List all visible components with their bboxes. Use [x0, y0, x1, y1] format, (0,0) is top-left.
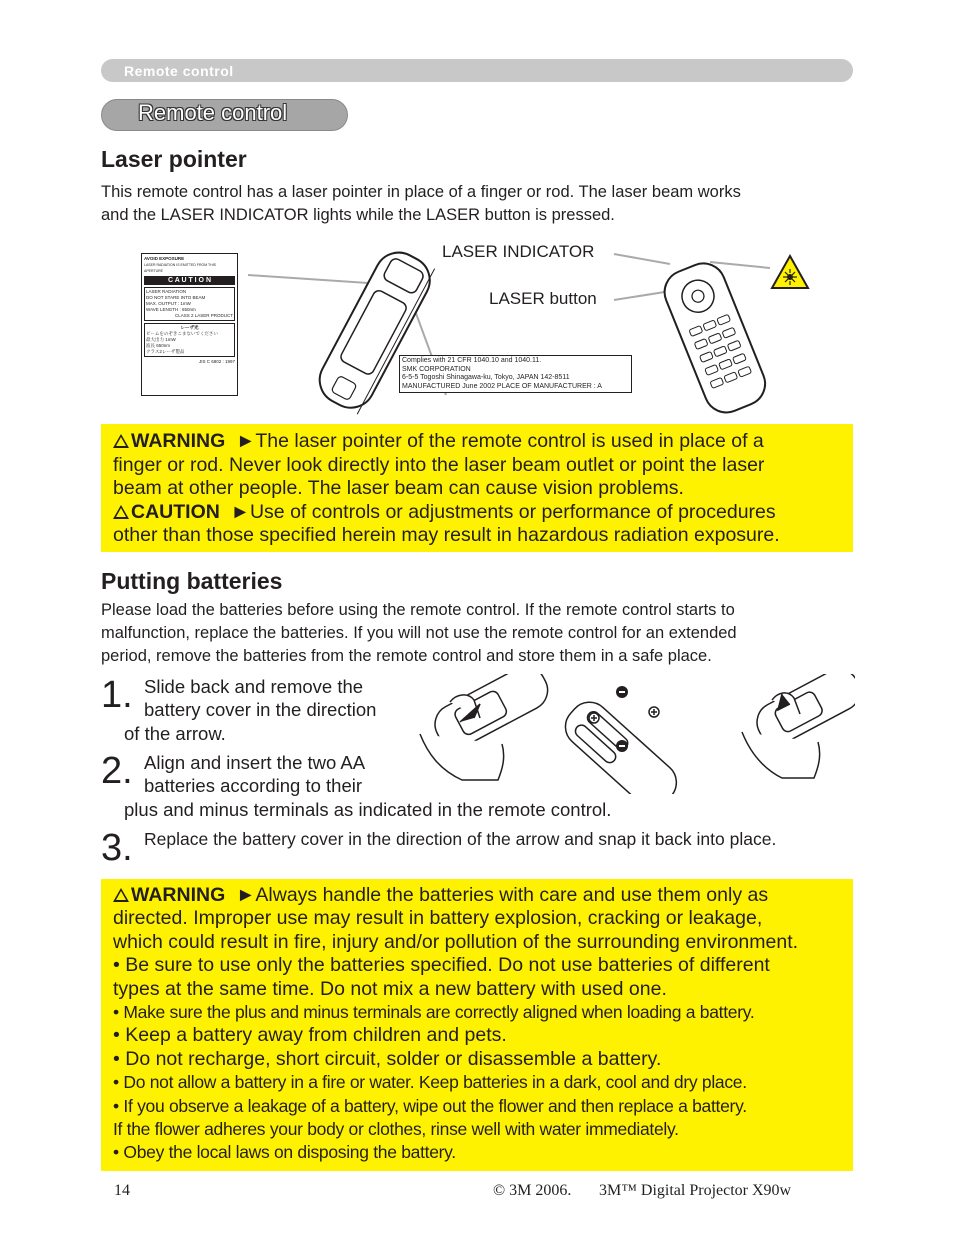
- caution-triangle-icon: [113, 505, 129, 519]
- caution-label-title: C A U T I O N: [144, 276, 235, 285]
- step-1-l1: Slide back and remove the: [144, 676, 364, 697]
- step1-hand-illustration: [420, 674, 555, 780]
- callout-line-label: [248, 275, 368, 283]
- compliance-l4: MANUFACTURED June 2002 PLACE OF MANUFACTURER : A: [402, 382, 602, 390]
- battery-warning-l1: directed. Improper use may result in battery explosion, cracking or leakage,: [113, 907, 763, 930]
- section-title: Remote control: [138, 100, 288, 125]
- caution-label-jp4: クラス2レーザ製品: [146, 349, 185, 354]
- caution-label-top: AVOID EXPOSURE: [144, 256, 185, 261]
- battery-warning-l9: • If you observe a leakage of a battery, wipe out the flower and then replace a battery.: [113, 1095, 747, 1116]
- step-1-l2: battery cover in the direction: [144, 699, 377, 720]
- caution-label-l5: CLASS 2 LASER PRODUCT: [174, 313, 233, 318]
- caution-label-jp: [144, 323, 235, 357]
- step-1-l3: of the arrow.: [124, 723, 226, 744]
- laser-intro-line2: and the LASER INDICATOR lights while the LASER button is pressed.: [101, 206, 615, 224]
- header-label: Remote control: [124, 63, 234, 79]
- compliance-l2: SMK CORPORATION: [402, 365, 471, 373]
- battery-warning-l4: types at the same time. Do not mix a new battery with used one.: [113, 977, 667, 1000]
- laser-beam-line: [710, 262, 770, 268]
- battery-warning-l0: ►Always handle the batteries with care and use them only as: [236, 884, 769, 906]
- laser-indicator-callout: LASER INDICATOR: [442, 242, 595, 261]
- battery-warning-l10: If the flower adheres your body or clothes, rinse well with water immediately.: [113, 1119, 679, 1140]
- laser-heading: Laser pointer: [101, 146, 247, 172]
- footer-copyright: © 3M 2006.: [493, 1182, 572, 1199]
- laser-warning-label: WARNING: [131, 430, 226, 452]
- laser-caution-label: [141, 253, 238, 396]
- step-3-number: 3.: [101, 827, 133, 869]
- remote-front-body: [658, 257, 772, 419]
- battery-warning-l5: • Make sure the plus and minus terminals are correctly aligned when loading a battery.: [113, 1002, 755, 1023]
- battery-warning-label: WARNING: [131, 884, 226, 906]
- remote-front-illustration: [610, 240, 810, 420]
- laser-warning-l2: finger or rod. Never look directly into the laser beam outlet or point the laser: [113, 453, 765, 476]
- step-2-l1: Align and insert the two AA: [144, 752, 366, 773]
- battery-warning-l2: which could result in fire, injury and/or pollution of the surrounding environment.: [113, 930, 799, 953]
- battery-warning-triangle-icon: [113, 888, 129, 902]
- caution-label-l4: WAVE LENGTH : 650nm: [146, 307, 196, 312]
- battery-warning-l6: • Keep a battery away from children and pets.: [113, 1024, 507, 1047]
- laser-caution-l2: other than those specified herein may result in hazardous radiation exposure.: [113, 524, 780, 546]
- laser-caution-l1: ►Use of controls or adjustments or performance of procedures: [230, 500, 776, 523]
- caution-label-std: JIS C 6802 : 1997: [198, 359, 235, 364]
- batteries-intro-l1: Please load the batteries before using the remote control. If the remote control starts to: [101, 601, 735, 619]
- laser-warning-l3: beam at other people. The laser beam can cause vision problems.: [113, 477, 684, 499]
- warning-triangle-icon: [113, 434, 129, 448]
- laser-warning-l1: ►The laser pointer of the remote control is used in place of a: [236, 430, 764, 452]
- caution-label-en: [144, 287, 235, 321]
- compliance-l1: Complies with 21 CFR 1040.10 and 1040.11.: [402, 357, 542, 364]
- batteries-heading: Putting batteries: [101, 568, 283, 594]
- battery-warning-l11: • Obey the local laws on disposing the battery.: [113, 1142, 456, 1163]
- batteries-intro-l2: malfunction, replace the batteries. If you will not use the remote control for an extended: [101, 624, 737, 642]
- caution-label-l3: MAX. OUTPUT : 1mW: [146, 301, 191, 306]
- caution-label-jp1: ビームをのぞきこまないでください: [146, 331, 218, 336]
- step-3-l1: Replace the battery cover in the direction of the arrow and snap it back into place.: [144, 829, 777, 849]
- caution-label-jp-title: レーザ光: [180, 325, 199, 330]
- caution-label-jp3: 波長 650nm: [146, 343, 171, 348]
- caution-label-l2: DO NOT STARE INTO BEAM: [146, 295, 206, 300]
- step3-hand-illustration: [742, 674, 855, 778]
- battery-steps-illustration: [410, 674, 855, 794]
- laser-warning-text: [113, 430, 848, 548]
- compliance-l3: 6-5-5 Togoshi Shinagawa-ku, Tokyo, JAPAN 142-8511: [402, 374, 570, 381]
- laser-button-callout: LASER button: [489, 289, 597, 308]
- battery-warning-l7: • Do not recharge, short circuit, solder or disassemble a battery.: [113, 1047, 662, 1070]
- footer-product: 3M™ Digital Projector X90w: [599, 1182, 792, 1199]
- step-2-l2: batteries according to their: [144, 775, 363, 796]
- caution-label-l1: LASER RADIATION: [146, 289, 187, 294]
- laser-intro-line1: This remote control has a laser pointer in place of a finger or rod. The laser beam works: [101, 183, 741, 201]
- laser-caution-label: CAUTION: [131, 500, 220, 523]
- batteries-intro-l3: period, remove the batteries from the remote control and store them in a safe place.: [101, 647, 712, 665]
- indicator-pointer-line: [614, 254, 670, 264]
- battery-warning-text: [113, 884, 853, 1165]
- step-2-l3: plus and minus terminals as indicated in the remote control.: [124, 799, 612, 820]
- step-2-number: 2.: [101, 750, 133, 792]
- battery-warning-l3: • Be sure to use only the batteries specified. Do not use batteries of different: [113, 954, 770, 977]
- battery-warning-l8: • Do not allow a battery in a fire or water. Keep batteries in a dark, cool and dry place.: [113, 1072, 747, 1093]
- caution-label-sub: LASER RADIATION IS EMITTED FROM THIS APERTURE: [144, 263, 217, 273]
- compliance-label: [399, 355, 632, 393]
- page-number: 14: [114, 1182, 130, 1199]
- caution-label-jp2: 最大出力 1mW: [146, 337, 176, 342]
- laser-warning-icon: [772, 256, 808, 288]
- step-1-number: 1.: [101, 674, 133, 716]
